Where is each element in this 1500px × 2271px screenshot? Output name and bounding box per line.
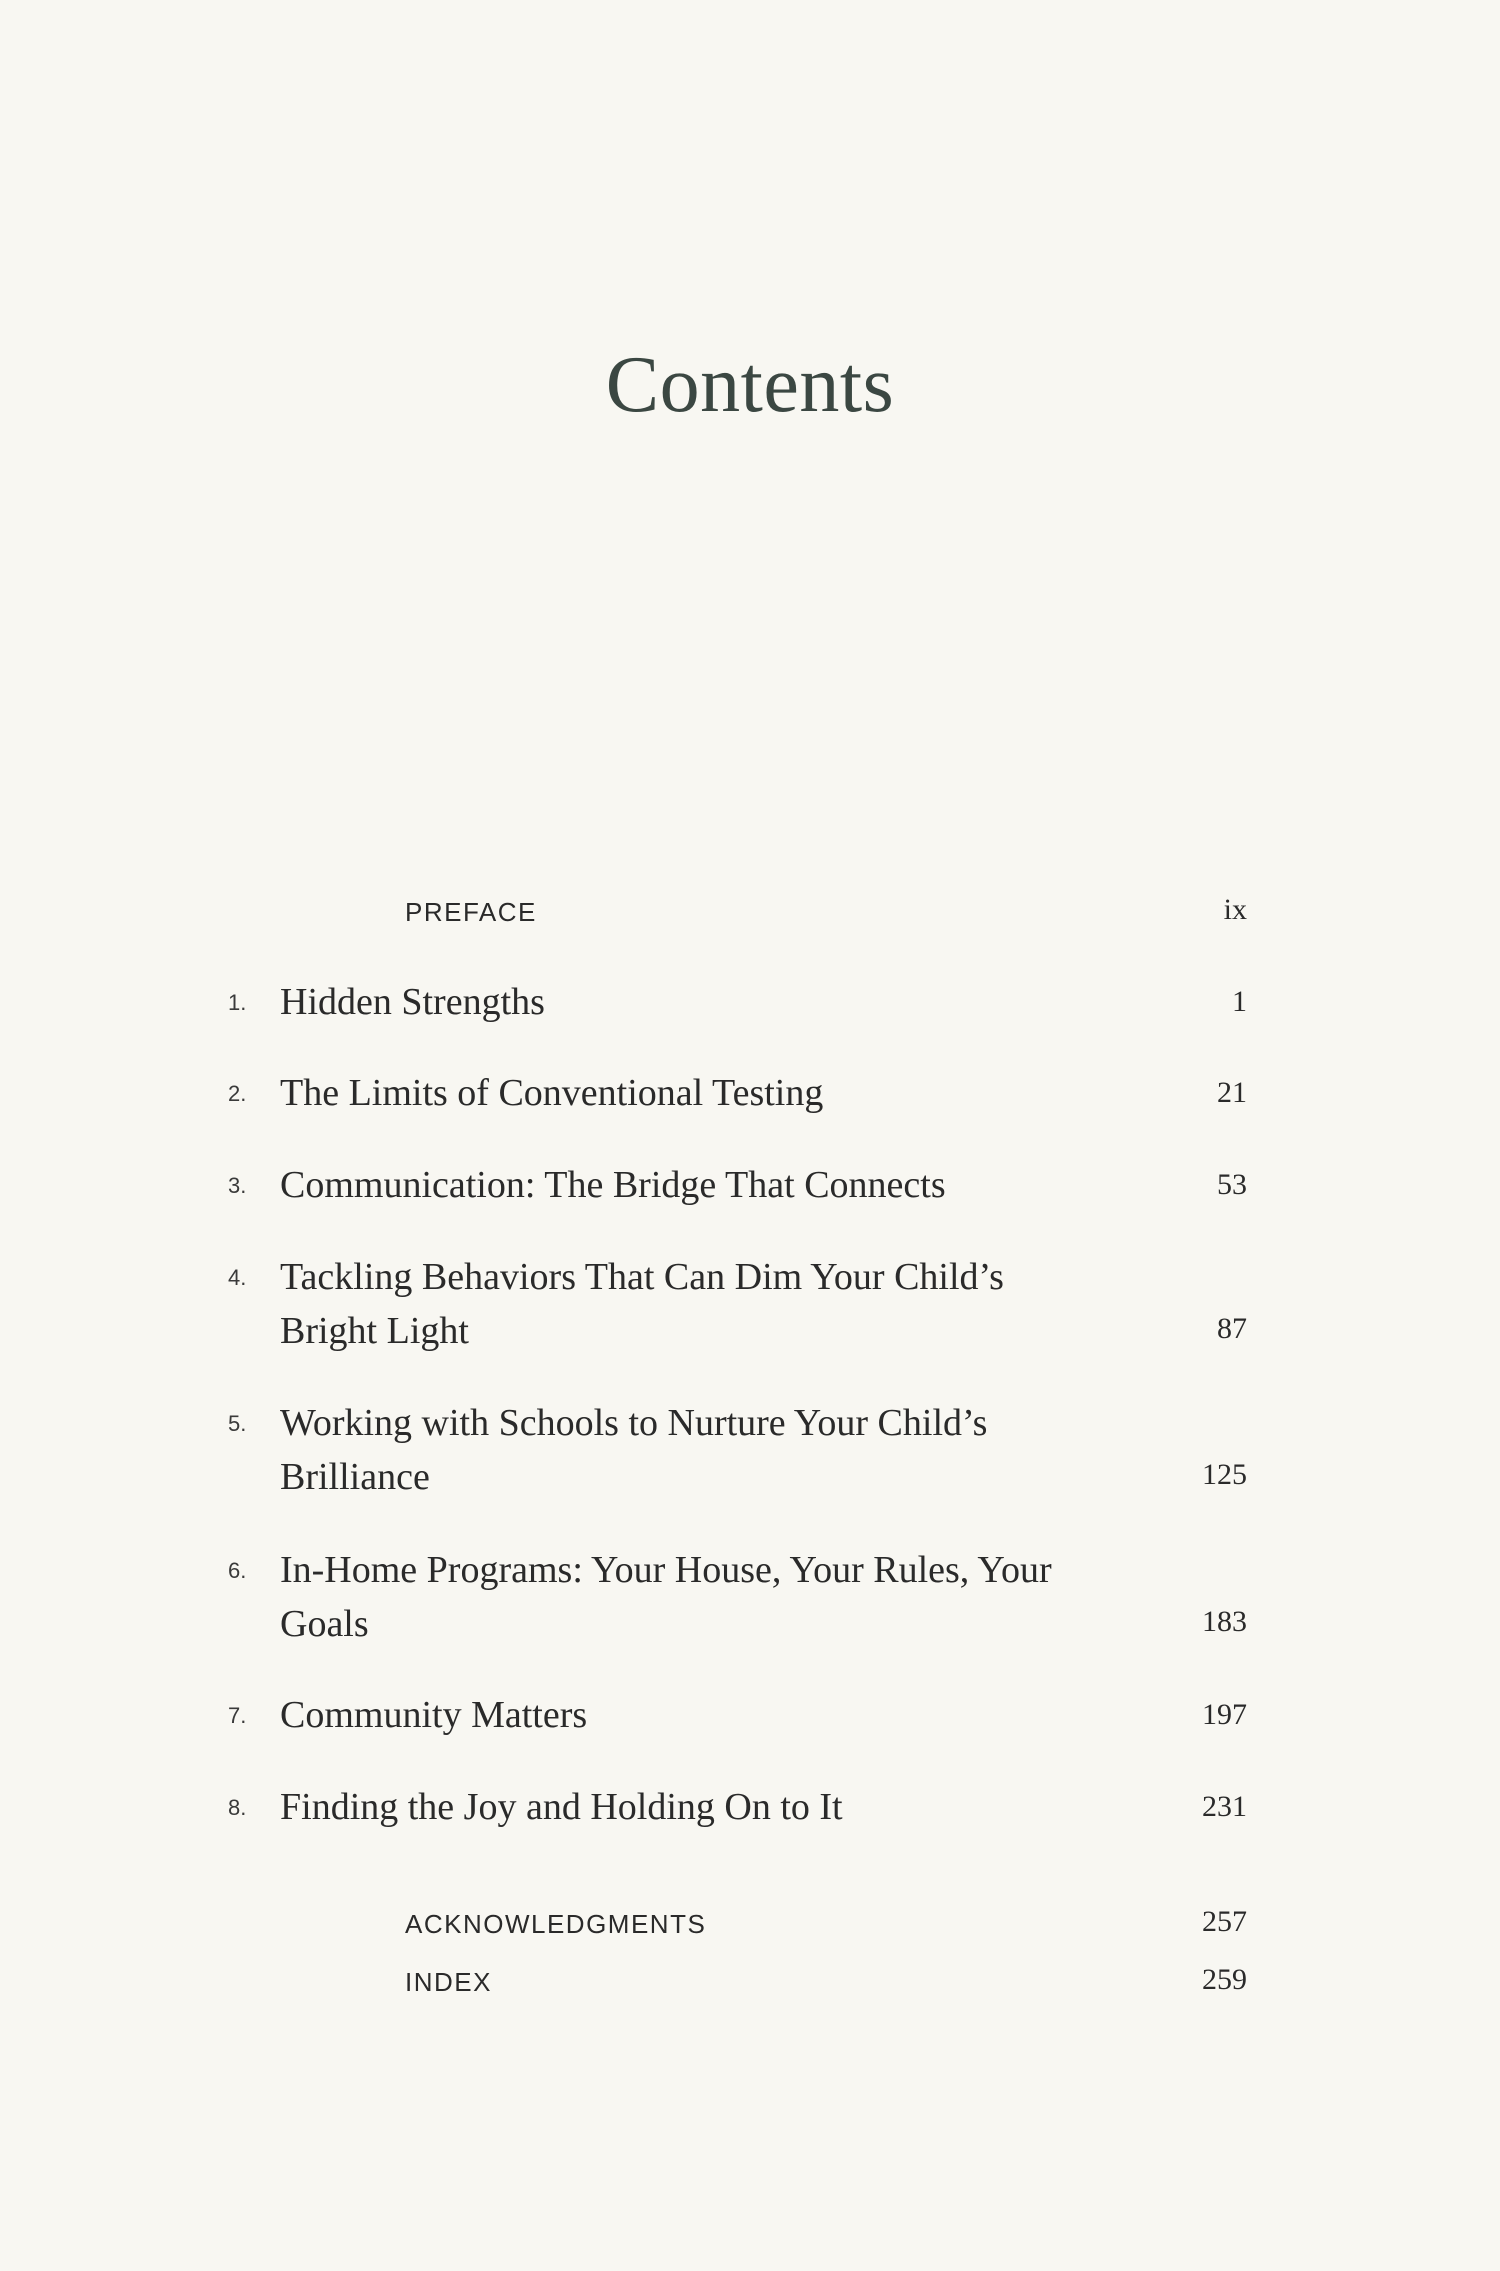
chapter-page: 197 (1202, 1698, 1247, 1731)
chapter-title: Hidden Strengths (280, 981, 545, 1023)
chapter-title: Communication: The Bridge That Connects (280, 1164, 946, 1206)
toc-entry-label: PREFACE (405, 897, 537, 927)
chapter-number: 4. (228, 1265, 247, 1290)
chapter-number: 8. (228, 1795, 247, 1820)
chapter-title: Tackling Behaviors That Can Dim Your Child’s Bright Light (280, 1256, 1004, 1352)
chapter-title: Community Matters (280, 1694, 588, 1736)
chapter-page: 87 (1217, 1312, 1247, 1345)
chapter-number: 6. (228, 1558, 247, 1583)
page-title: Contents (605, 341, 895, 429)
chapter-title: The Limits of Conventional Testing (280, 1072, 824, 1114)
toc-entry-page: ix (1223, 893, 1247, 926)
chapter-number: 7. (228, 1703, 247, 1728)
toc-entry-label: INDEX (405, 1967, 492, 1997)
chapter-page: 183 (1202, 1605, 1247, 1638)
chapter-page: 21 (1217, 1076, 1247, 1109)
chapter-number: 5. (228, 1411, 247, 1436)
chapter-number: 2. (228, 1081, 247, 1106)
chapter-page: 1 (1232, 985, 1247, 1018)
chapter-page: 231 (1202, 1790, 1247, 1823)
toc-entry-label: ACKNOWLEDGMENTS (405, 1909, 707, 1939)
chapter-number: 1. (228, 990, 247, 1015)
toc-entry-page: 259 (1202, 1963, 1247, 1996)
chapter-number: 3. (228, 1173, 247, 1198)
chapter-title: In-Home Programs: Your House, Your Rules, Your Goals (280, 1549, 1052, 1645)
chapter-title: Working with Schools to Nurture Your Child’s Brilliance (280, 1402, 988, 1498)
chapter-title: Finding the Joy and Holding On to It (280, 1786, 843, 1828)
chapter-page: 125 (1202, 1458, 1247, 1491)
toc-entry-page: 257 (1202, 1905, 1247, 1938)
chapter-page: 53 (1217, 1168, 1247, 1201)
